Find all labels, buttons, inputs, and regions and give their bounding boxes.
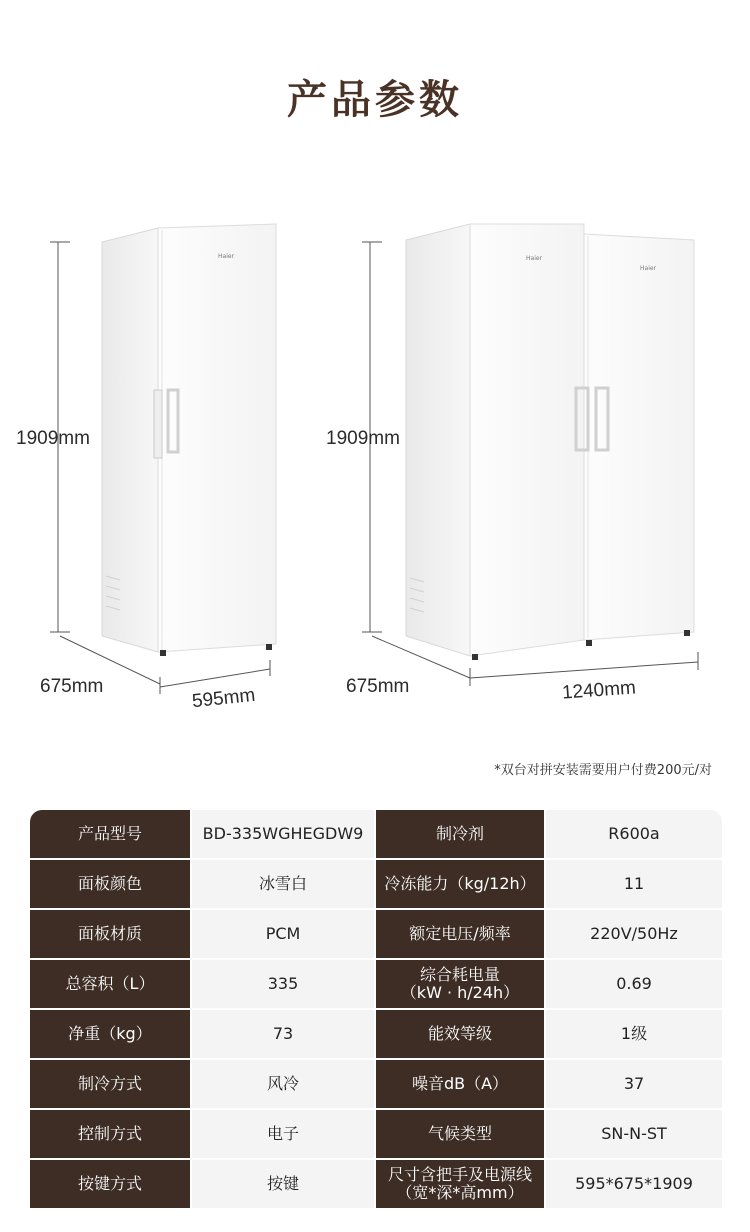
spec-value: SN-N-ST: [546, 1110, 722, 1158]
table-row: [30, 1060, 722, 1108]
spec-label: 冷冻能力（kg/12h）: [376, 860, 544, 908]
fridge-illustration: [0, 200, 750, 730]
spec-value: R600a: [546, 810, 722, 858]
spec-label: 气候类型: [376, 1110, 544, 1158]
spec-value: 220V/50Hz: [546, 910, 722, 958]
spec-value: 595*675*1909: [546, 1160, 722, 1208]
spec-label-line2: （宽*深*高mm）: [396, 1183, 524, 1202]
spec-value: BD-335WGHEGDW9: [192, 810, 374, 858]
spec-value: 1级: [546, 1010, 722, 1058]
table-row: [30, 1160, 722, 1208]
spec-label: 净重（kg）: [30, 1010, 190, 1058]
spec-label: 制冷方式: [30, 1060, 190, 1108]
spec-label: 制冷剂: [376, 810, 544, 858]
single-depth-label: 675mm: [40, 676, 104, 697]
svg-text:Haier: Haier: [526, 255, 543, 262]
table-row: [30, 860, 722, 908]
spec-value: 11: [546, 860, 722, 908]
spec-label-line1: 综合耗电量: [419, 965, 500, 984]
table-row: [30, 1110, 722, 1158]
double-depth-label: 675mm: [346, 676, 410, 697]
spec-label-line2: （kW · h/24h）: [400, 983, 520, 1002]
installation-note: *双台对拼安装需要用户付费200元/对: [494, 763, 712, 778]
spec-value: 冰雪白: [192, 860, 374, 908]
spec-label: 能效等级: [376, 1010, 544, 1058]
spec-value: 73: [192, 1010, 374, 1058]
table-row: [30, 1010, 722, 1058]
spec-label-line1: 尺寸含把手及电源线: [387, 1165, 532, 1184]
single-height-label: 1909mm: [16, 428, 90, 449]
double-width-label: 1240mm: [561, 677, 637, 704]
spec-value: 风冷: [192, 1060, 374, 1108]
spec-label: [376, 960, 544, 1008]
double-height-label: 1909mm: [326, 428, 400, 449]
spec-label: 面板颜色: [30, 860, 190, 908]
spec-label: 额定电压/频率: [376, 910, 544, 958]
spec-label: 噪音dB（A）: [376, 1060, 544, 1108]
spec-value: 0.69: [546, 960, 722, 1008]
table-row: [30, 910, 722, 958]
spec-value: 37: [546, 1060, 722, 1108]
spec-label: 按键方式: [30, 1160, 190, 1208]
spec-label: 面板材质: [30, 910, 190, 958]
product-dimension-figure: [0, 200, 750, 730]
spec-label: 产品型号: [30, 810, 190, 858]
table-row: [30, 810, 722, 858]
single-fridge: [102, 224, 276, 656]
spec-label: 控制方式: [30, 1110, 190, 1158]
spec-value: PCM: [192, 910, 374, 958]
spec-label: [376, 1160, 544, 1208]
spec-table: [30, 810, 722, 1210]
page-title: 产品参数: [287, 77, 463, 123]
spec-value: 按键: [192, 1160, 374, 1208]
spec-label: 总容积（L）: [30, 960, 190, 1008]
double-fridge: [406, 224, 694, 660]
spec-value: 335: [192, 960, 374, 1008]
spec-value: 电子: [192, 1110, 374, 1158]
table-row: [30, 960, 722, 1008]
svg-text:Haier: Haier: [218, 253, 235, 260]
svg-text:Haier: Haier: [640, 265, 657, 272]
single-width-label: 595mm: [191, 684, 257, 713]
